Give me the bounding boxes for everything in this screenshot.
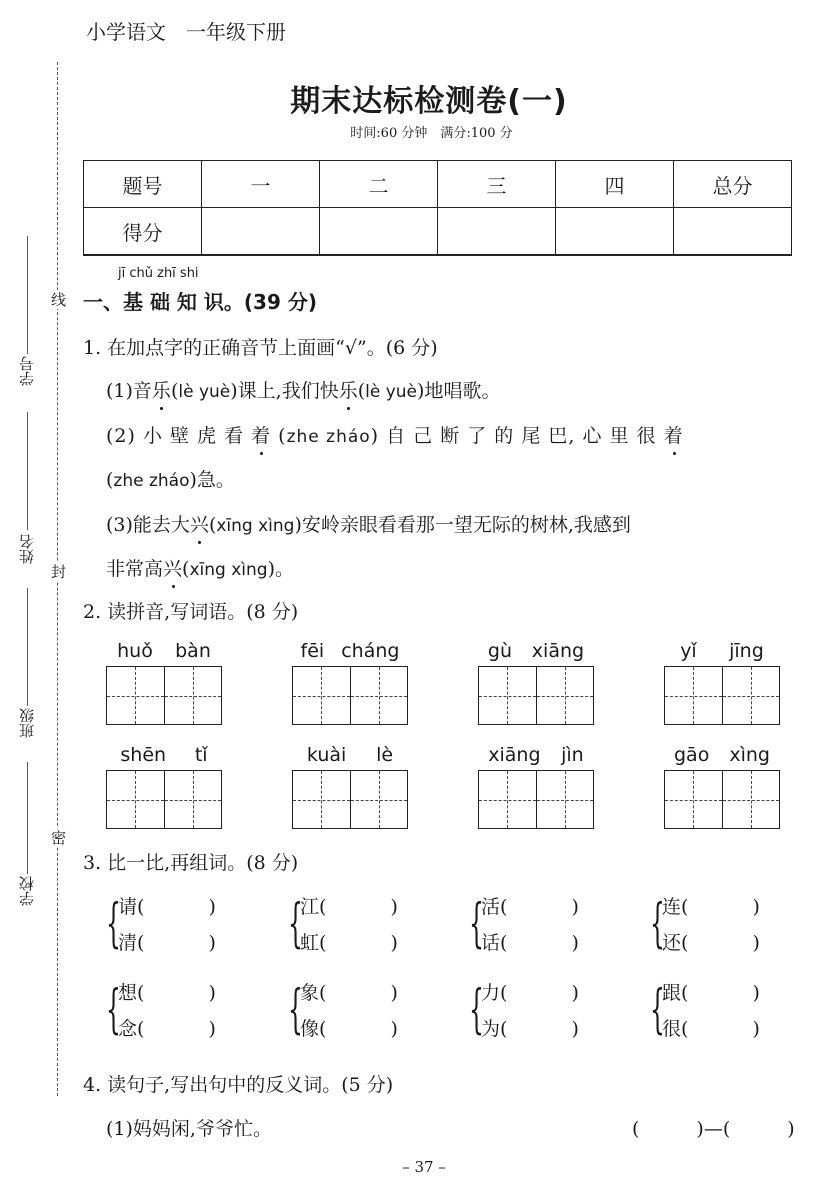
score-cell[interactable] (438, 208, 556, 256)
open-paren: ( (500, 932, 508, 954)
tianzige-box[interactable] (292, 770, 408, 829)
header-cell: 总分 (674, 161, 792, 208)
pinyin-options[interactable]: zhe zháo (286, 427, 371, 447)
row-label: 得分 (84, 208, 202, 256)
tianzige-cell[interactable] (722, 667, 780, 724)
open-paren: ( (319, 896, 327, 918)
tianzige-box[interactable] (478, 770, 594, 829)
pair-row (118, 892, 216, 919)
dotted-char: 兴 (163, 554, 182, 581)
cut-word-secret: 密 (49, 830, 67, 845)
dotted-char: 兴 (190, 510, 209, 537)
syllable: shēn (120, 744, 167, 766)
text: ( (357, 380, 366, 402)
word-pinyin (292, 640, 408, 666)
open-paren: ( (319, 982, 327, 1004)
pair-char: 话 (481, 932, 501, 954)
page-number: – 37 – (402, 1158, 446, 1176)
close-paren: ) (208, 896, 216, 918)
score-cell[interactable] (320, 208, 438, 256)
pinyin-options[interactable]: xīng xìng (216, 516, 295, 536)
q1-item1 (106, 376, 500, 403)
syllable: cháng (341, 640, 400, 662)
open-paren: ( (681, 1018, 689, 1040)
brace-icon: { (288, 980, 303, 1040)
text: )急。 (189, 469, 235, 491)
brace-icon: { (650, 894, 665, 954)
brace-icon: { (288, 894, 303, 954)
tianzige-cell[interactable] (350, 771, 408, 828)
tianzige-cell[interactable] (722, 771, 780, 828)
close-paren: ) (571, 982, 579, 1004)
pair-row (662, 892, 760, 919)
q1-item2 (106, 421, 684, 448)
word-pinyin (664, 640, 780, 666)
pair-row (481, 892, 579, 919)
close-paren: ) (390, 982, 398, 1004)
book-grade: 一年级下册 (186, 20, 286, 44)
open-paren: ( (319, 1018, 327, 1040)
dotted-char: 着 (664, 421, 684, 448)
tianzige-cell[interactable] (536, 667, 594, 724)
open-paren: ( (500, 982, 508, 1004)
q1-prompt: 1. 在加点字的正确音节上面画“√”。(6 分) (83, 337, 438, 359)
open-paren: ( (137, 982, 145, 1004)
score-table-score-row (84, 208, 792, 256)
tianzige-box[interactable] (106, 770, 222, 829)
pair-row (481, 928, 579, 955)
tianzige-cell[interactable] (293, 667, 350, 724)
q2-prompt: 2. 读拼音,写词语。(8 分) (83, 601, 299, 623)
syllable: jìn (561, 744, 584, 766)
syllable: fēi (300, 640, 325, 662)
text: ) 自 己 断 了 的 尾 巴, 心 里 很 (370, 425, 664, 447)
score-table (83, 160, 792, 256)
word-pinyin (106, 744, 222, 770)
q1-item3-cont (106, 554, 294, 581)
dotted-char: 着 (251, 421, 271, 448)
header-cell: 一 (202, 161, 320, 208)
text: ( (271, 425, 287, 447)
q4-prompt: 4. 读句子,写出句中的反义词。(5 分) (83, 1074, 394, 1096)
text: ( (170, 380, 179, 402)
pair-char: 连 (662, 896, 682, 918)
pinyin-options[interactable]: xīng xìng (189, 560, 268, 580)
pair-row (300, 978, 398, 1005)
tianzige-cell[interactable] (665, 771, 722, 828)
pair-row (481, 978, 579, 1005)
syllable: lè (376, 744, 394, 766)
pair-char: 活 (481, 896, 501, 918)
syllable: kuài (306, 744, 347, 766)
syllable: xiāng (488, 744, 541, 766)
brace-icon: { (106, 894, 121, 954)
close-paren: ) (752, 982, 760, 1004)
exam-subtitle: 时间:60 分钟 满分:100 分 (350, 126, 513, 141)
pair-row (662, 978, 760, 1005)
pair-row (300, 928, 398, 955)
pair-char: 跟 (662, 982, 682, 1004)
word-block (478, 640, 594, 725)
syllable: tǐ (194, 744, 208, 766)
class-line[interactable] (27, 588, 28, 706)
header-cell: 二 (320, 161, 438, 208)
open-paren: ( (137, 896, 145, 918)
dotted-char: 乐 (152, 376, 171, 403)
cut-word-line: 线 (49, 292, 67, 307)
pair-char: 像 (300, 1018, 320, 1040)
pair-row (662, 1014, 760, 1041)
syllable: yǐ (680, 640, 697, 662)
close-paren: ) (571, 932, 579, 954)
tianzige-cell[interactable] (107, 667, 164, 724)
pair-row (300, 892, 398, 919)
open-paren: ( (500, 1018, 508, 1040)
tianzige-cell[interactable] (350, 667, 408, 724)
char-pair (288, 890, 428, 964)
close-paren: ) (390, 1018, 398, 1040)
section1-heading: 一、基 础 知 识。(39 分) (83, 290, 317, 314)
class-label: 班级 (18, 708, 36, 738)
header-cell: 三 (438, 161, 556, 208)
char-pair (288, 976, 428, 1050)
tianzige-box[interactable] (664, 666, 780, 725)
pair-char: 清 (118, 932, 138, 954)
text: )地唱歌。 (417, 380, 501, 402)
close-paren: ) (208, 1018, 216, 1040)
text: ( (208, 514, 217, 536)
q3-prompt: 3. 比一比,再组词。(8 分) (83, 852, 299, 874)
word-block (106, 744, 222, 829)
tianzige-box[interactable] (664, 770, 780, 829)
syllable: xiāng (531, 640, 585, 662)
close-paren: ) (752, 896, 760, 918)
open-paren: ( (681, 982, 689, 1004)
score-cell[interactable] (674, 208, 792, 256)
tianzige-cell[interactable] (293, 771, 350, 828)
pair-row (118, 978, 216, 1005)
tianzige-cell[interactable] (107, 771, 164, 828)
word-pinyin (664, 744, 780, 770)
text: ( (106, 469, 114, 491)
q1-item3 (106, 510, 631, 537)
pair-row (300, 1014, 398, 1041)
pair-char: 虹 (300, 932, 320, 954)
tianzige-cell[interactable] (536, 771, 594, 828)
close-paren: ) (208, 982, 216, 1004)
tianzige-cell[interactable] (164, 771, 222, 828)
tianzige-cell[interactable] (665, 667, 722, 724)
close-paren: ) (752, 932, 760, 954)
tianzige-cell[interactable] (479, 667, 536, 724)
open-paren: ( (681, 932, 689, 954)
pair-row (118, 1014, 216, 1041)
pair-char: 很 (662, 1018, 682, 1040)
word-pinyin (106, 640, 222, 666)
word-pinyin (478, 640, 594, 666)
header-cell: 题号 (84, 161, 202, 208)
word-block (664, 744, 780, 829)
pinyin-options[interactable]: lè yuè (365, 382, 418, 402)
word-block (292, 744, 408, 829)
syllable: gù (487, 640, 512, 662)
close-paren: ) (390, 932, 398, 954)
syllable: gāo (674, 744, 710, 766)
text: (1)音 (106, 380, 152, 402)
exam-title: 期末达标检测卷(一) (290, 84, 568, 119)
close-paren: ) (208, 932, 216, 954)
char-pair (469, 976, 609, 1050)
open-paren: ( (500, 896, 508, 918)
word-block (292, 640, 408, 725)
score-cell[interactable] (202, 208, 320, 256)
pair-char: 象 (300, 982, 320, 1004)
char-pair (106, 890, 246, 964)
name-label: 姓名 (18, 534, 36, 564)
close-paren: ) (390, 896, 398, 918)
open-paren: ( (319, 932, 327, 954)
book-subject: 小学语文 (86, 20, 166, 44)
syllable: jīng (729, 640, 764, 662)
school-label: 学校 (18, 876, 36, 906)
tianzige-box[interactable] (478, 666, 594, 725)
pair-row (481, 1014, 579, 1041)
pair-char: 力 (481, 982, 501, 1004)
open-paren: ( (137, 1018, 145, 1040)
student-id-label: 学号 (18, 356, 36, 386)
pair-char: 想 (118, 982, 138, 1004)
word-block (664, 640, 780, 725)
q4-item1-answer[interactable]: ( )—( ) (632, 1118, 795, 1140)
word-block (106, 640, 222, 725)
char-pair (650, 976, 790, 1050)
open-paren: ( (681, 896, 689, 918)
tianzige-box[interactable] (292, 666, 408, 725)
text: )。 (267, 558, 294, 580)
pair-char: 江 (300, 896, 320, 918)
syllable: bàn (175, 640, 211, 662)
q1-item2-cont (106, 465, 235, 492)
pair-char: 念 (118, 1018, 138, 1040)
pair-char: 还 (662, 932, 682, 954)
header-cell: 四 (556, 161, 674, 208)
brace-icon: { (106, 980, 121, 1040)
book-header (86, 16, 286, 45)
char-pair (650, 890, 790, 964)
close-paren: ) (571, 1018, 579, 1040)
syllable: huǒ (117, 640, 153, 662)
pair-char: 请 (118, 896, 138, 918)
tianzige-cell[interactable] (164, 667, 222, 724)
text: )课上,我们快 (230, 380, 339, 402)
score-cell[interactable] (556, 208, 674, 256)
syllable: xìng (729, 744, 770, 766)
school-line[interactable] (27, 762, 28, 874)
word-block (478, 744, 594, 829)
text: (3)能去大 (106, 514, 190, 536)
tianzige-cell[interactable] (479, 771, 536, 828)
dotted-char: 乐 (339, 376, 358, 403)
text: 非常高 (106, 558, 164, 580)
score-table-header-row (84, 161, 792, 208)
q4-item1: (1)妈妈闲,爷爷忙。 (106, 1118, 272, 1140)
word-pinyin (292, 744, 408, 770)
pinyin-options[interactable]: lè yuè (178, 382, 231, 402)
section1-pinyin: jī chǔ zhī shi (118, 266, 199, 281)
text: (2) 小 壁 虎 看 (106, 425, 252, 447)
brace-icon: { (469, 894, 484, 954)
pair-char: 为 (481, 1018, 501, 1040)
close-paren: ) (571, 896, 579, 918)
student-id-line[interactable] (27, 236, 28, 354)
pinyin-options[interactable]: zhe zháo (113, 471, 190, 491)
brace-icon: { (650, 980, 665, 1040)
text: )安岭亲眼看看那一望无际的树林,我感到 (294, 514, 631, 536)
brace-icon: { (469, 980, 484, 1040)
char-pair (469, 890, 609, 964)
text: ( (182, 558, 190, 580)
word-pinyin (478, 744, 594, 770)
name-line[interactable] (27, 412, 28, 530)
pair-row (662, 928, 760, 955)
pair-row (118, 928, 216, 955)
cut-word-seal: 封 (49, 564, 67, 579)
tianzige-box[interactable] (106, 666, 222, 725)
char-pair (106, 976, 246, 1050)
open-paren: ( (137, 932, 145, 954)
close-paren: ) (752, 1018, 760, 1040)
